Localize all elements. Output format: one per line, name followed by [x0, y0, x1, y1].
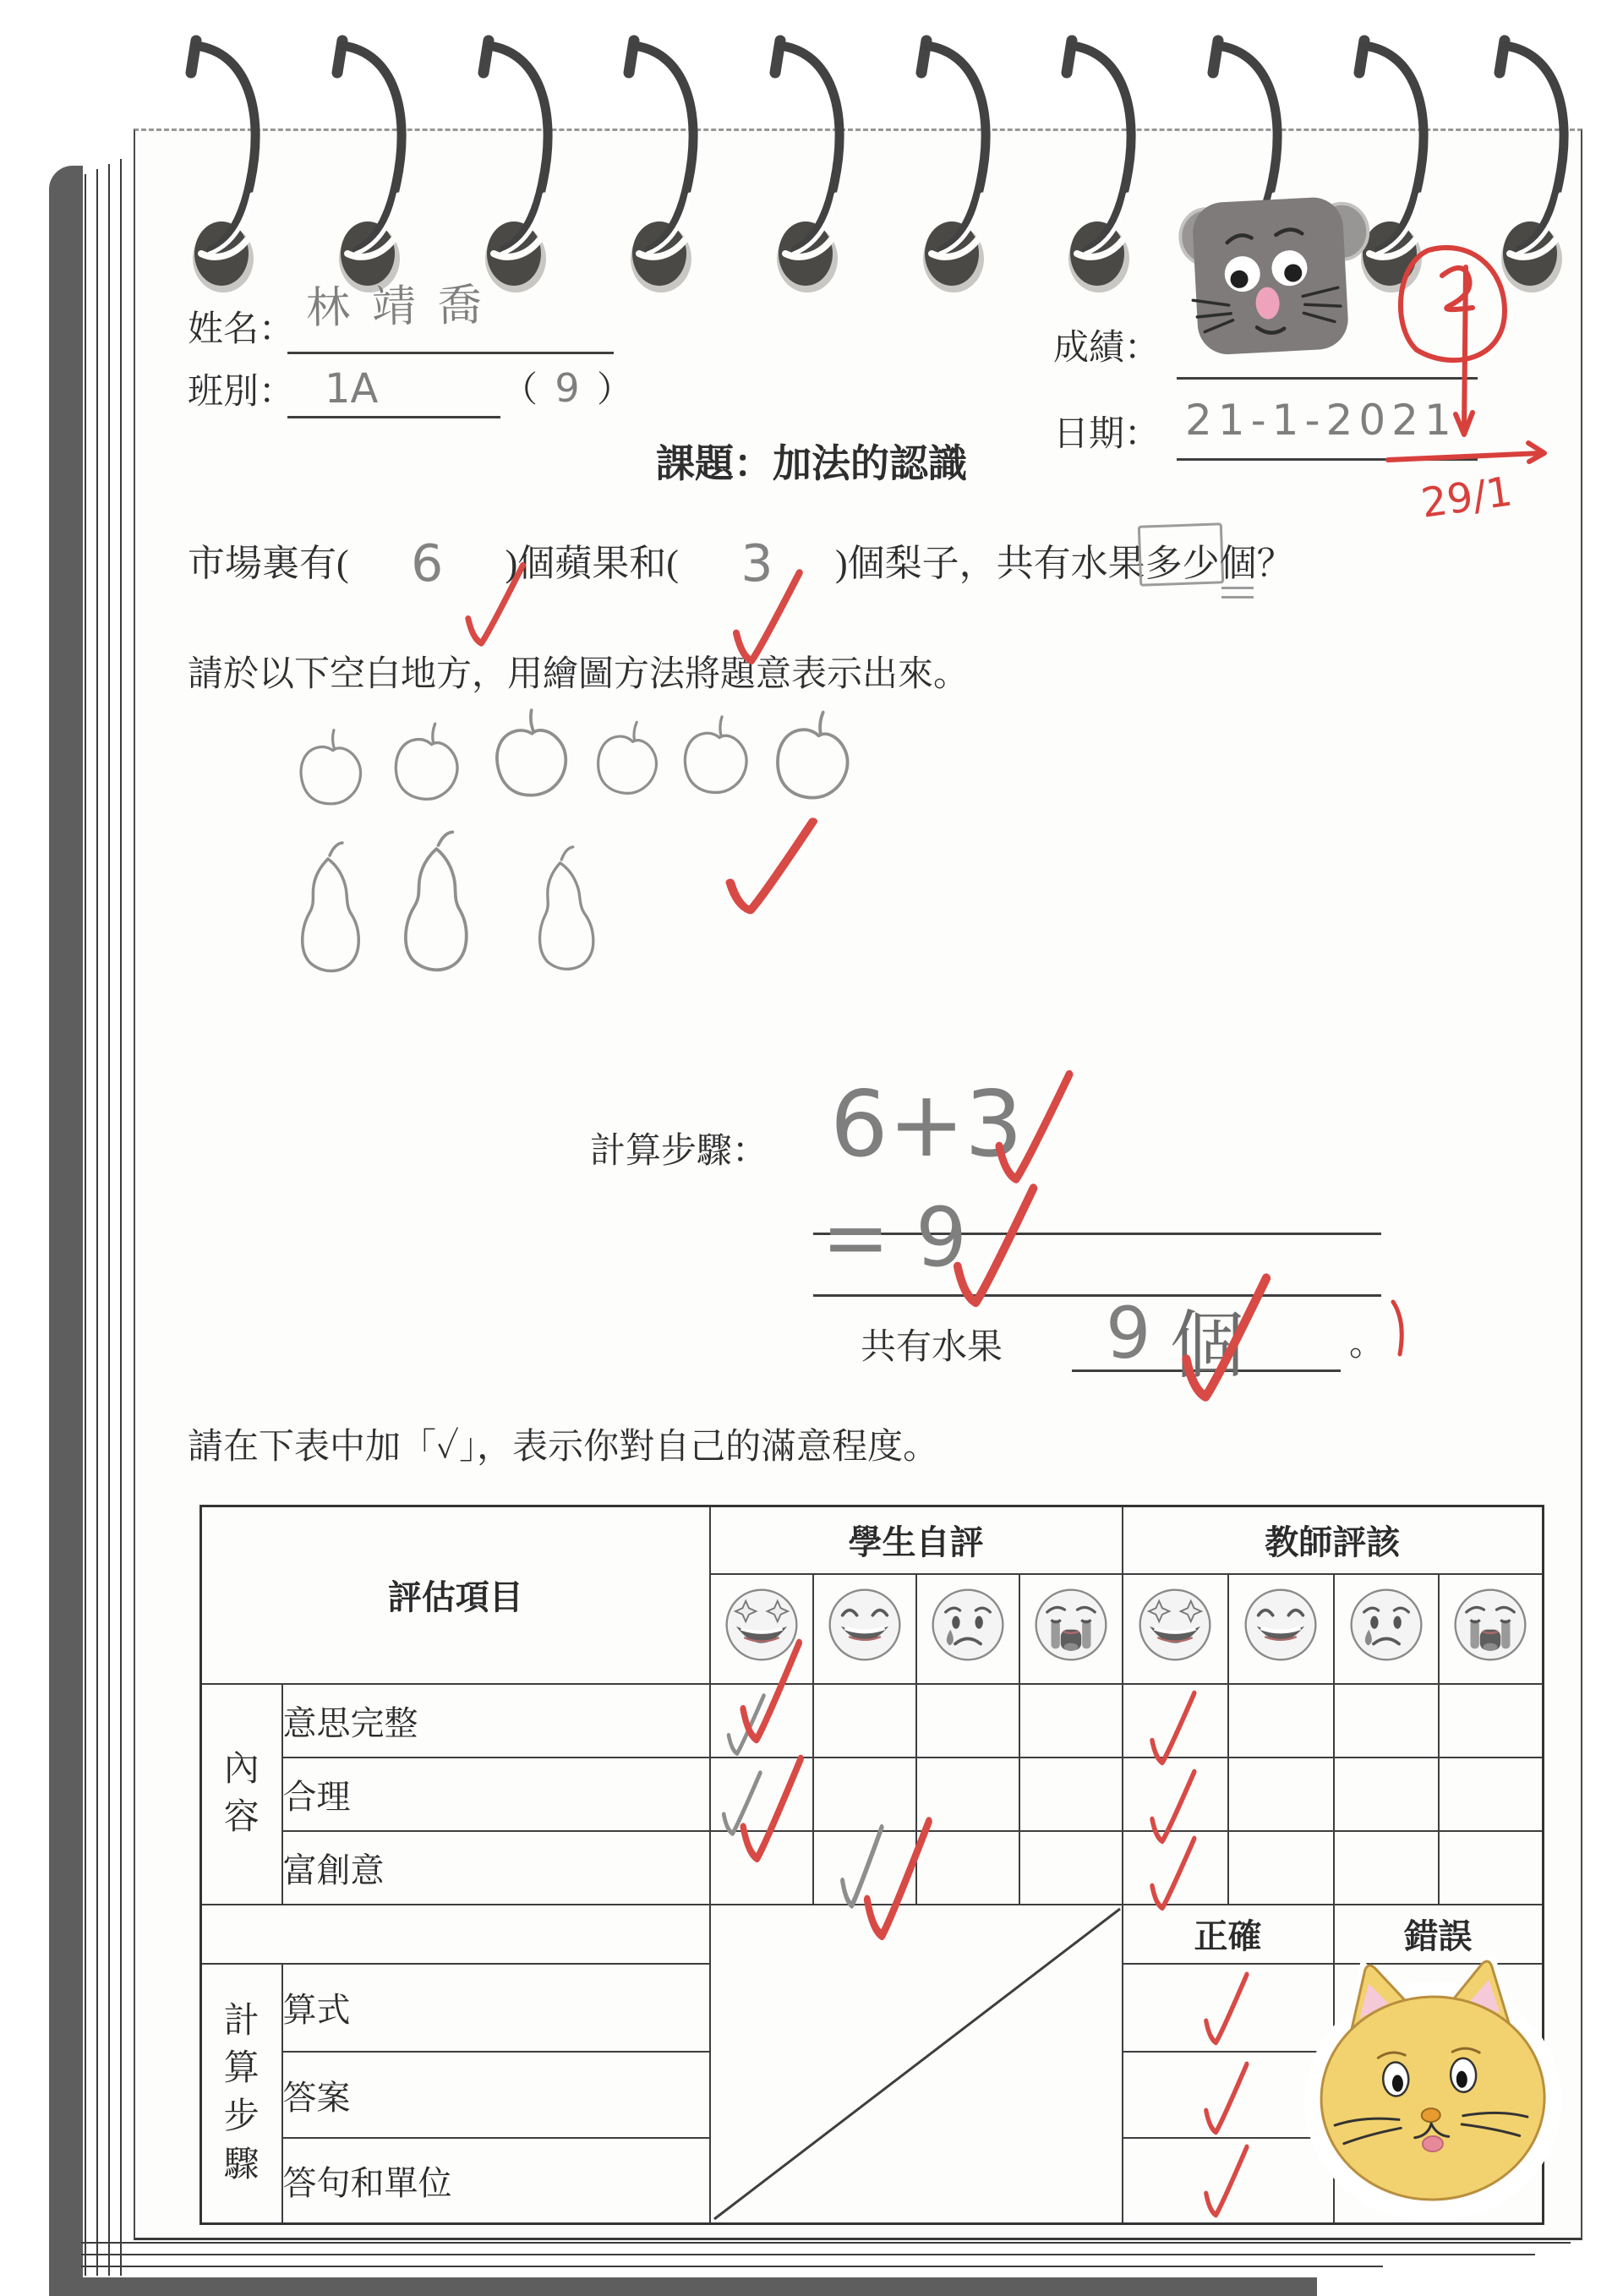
- teacher-check: [1201, 2059, 1250, 2139]
- rating-header-cell: [1123, 1574, 1228, 1684]
- page-stack-edge: [85, 174, 86, 2276]
- not-applicable-cell: [710, 1905, 1123, 2224]
- rating-cell: [710, 1684, 813, 1758]
- rating-cell: [1123, 1758, 1228, 1831]
- page-shadow-bottom: [49, 2277, 1317, 2296]
- grinning-face-icon: [1241, 1585, 1320, 1665]
- class-label: 班別：: [188, 373, 295, 412]
- teacher-eval-header: 教師評該: [1123, 1506, 1544, 1574]
- name-value: 林靖喬: [305, 279, 505, 335]
- pear-drawing: [535, 846, 595, 970]
- apple-drawing: [685, 717, 746, 793]
- question-line: [188, 533, 1294, 593]
- answer-digit: 9: [1106, 1292, 1151, 1375]
- worksheet-title: 課題：加法的認識: [656, 442, 967, 485]
- pears-answer: 3: [740, 534, 773, 593]
- pear-drawing: [405, 830, 471, 970]
- rating-cell: [1334, 1684, 1439, 1758]
- diagonal-strike: [711, 1905, 1123, 2222]
- criteria-row-label: 合理: [282, 1758, 710, 1831]
- satisfaction-instruction: 請在下表中加「✓」，表示你對自己的滿意程度。: [188, 1428, 939, 1467]
- rating-header-cell: [1019, 1574, 1123, 1684]
- calc-category-cell: [201, 1964, 282, 2224]
- crying-face-icon: [928, 1585, 1008, 1665]
- rating-cell: [1123, 1831, 1228, 1905]
- page-stack-edge: [81, 2254, 1535, 2255]
- teacher-check: [1201, 1970, 1250, 2049]
- calc-category-label: 計算步驟: [223, 2001, 260, 2184]
- criteria-header: 評估項目: [201, 1506, 710, 1684]
- apple-drawing: [298, 729, 363, 806]
- teacher-check: [991, 1067, 1075, 1189]
- answer-unit: 個: [1170, 1302, 1245, 1389]
- empty-cell: [201, 1905, 710, 1964]
- pear-drawing: [303, 843, 359, 971]
- name-label: 姓名：: [188, 310, 295, 349]
- answer-period: 。: [1349, 1325, 1385, 1364]
- wrong-header: 錯誤: [1334, 1905, 1544, 1964]
- criteria-row-label: 富創意: [282, 1831, 710, 1905]
- teacher-check: [1201, 2142, 1250, 2222]
- rating-cell: [1439, 1758, 1544, 1831]
- score-label: 成績：: [1053, 329, 1161, 368]
- crying-face-icon: [1347, 1585, 1426, 1665]
- rating-header-cell: [813, 1574, 916, 1684]
- rating-header-cell: [1439, 1574, 1544, 1684]
- rating-cell: [1019, 1758, 1123, 1831]
- grinning-face-icon: [825, 1585, 904, 1665]
- question-text: 市場裏有(: [188, 543, 349, 584]
- calc-line-2: [813, 1294, 1381, 1297]
- teacher-check: [948, 1180, 1040, 1314]
- class-value: 1A: [325, 365, 379, 413]
- class-paren-open: （: [502, 371, 538, 410]
- grade-date: 29/1: [1418, 467, 1516, 528]
- teacher-grade-mark: [1376, 213, 1604, 551]
- apple-drawing: [394, 722, 459, 801]
- teacher-check: [729, 566, 805, 670]
- name-line: [287, 352, 614, 354]
- pencil-box-highlight: [1145, 533, 1220, 587]
- teacher-check: [860, 1813, 934, 1947]
- date-value: 21-1-2021: [1185, 396, 1457, 445]
- rating-cell: [1439, 1684, 1544, 1758]
- rating-cell: [1019, 1831, 1123, 1905]
- rating-cell: [1123, 1684, 1228, 1758]
- rating-header-cell: [1334, 1574, 1439, 1684]
- apple-drawing: [596, 719, 660, 796]
- teacher-check: [730, 822, 813, 910]
- rating-header-cell: [1228, 1574, 1334, 1684]
- double-underlined-word: [1220, 533, 1257, 587]
- loudly-crying-face-icon: [1031, 1585, 1111, 1665]
- content-category-cell: [201, 1684, 282, 1905]
- loudly-crying-face-icon: [1451, 1585, 1530, 1665]
- rating-cell: [1334, 1758, 1439, 1831]
- teacher-check: [736, 1752, 806, 1868]
- rating-cell: [813, 1831, 916, 1905]
- correct-header: 正確: [1123, 1905, 1334, 1964]
- drawing-area: [279, 708, 904, 996]
- calc-step1: 6+3: [830, 1072, 1023, 1178]
- class-line: [287, 416, 500, 418]
- mouse-sticker: [1175, 184, 1382, 379]
- criteria-row-label: 算式: [282, 1964, 710, 2053]
- teacher-check: [1147, 1688, 1198, 1769]
- highlighted-word: 多少: [1145, 543, 1220, 584]
- rating-cell: [710, 1758, 813, 1831]
- rating-cell: [813, 1684, 916, 1758]
- class-number-group: [502, 362, 632, 413]
- date-label: 日期：: [1053, 415, 1161, 454]
- criteria-row-label: 意思完整: [282, 1684, 710, 1758]
- teacher-check: [1147, 1834, 1198, 1915]
- apples-answer: 6: [411, 534, 444, 593]
- student-self-eval-header: 學生自評: [710, 1506, 1123, 1574]
- class-number-value: 9: [555, 365, 580, 411]
- criteria-row-label: 答句和單位: [282, 2138, 710, 2223]
- rating-cell: [1334, 1831, 1439, 1905]
- unit-word: 個: [1219, 543, 1257, 584]
- rating-cell: [1019, 1684, 1123, 1758]
- content-category-label: 內容: [223, 1750, 260, 1837]
- teacher-check: [462, 560, 527, 651]
- calc-label: 計算步驟：: [590, 1132, 768, 1171]
- teacher-check: [736, 1636, 804, 1749]
- question-text: )個蘋果和(: [505, 543, 679, 584]
- calc-step2: = 9: [822, 1190, 968, 1285]
- rating-cell: [916, 1684, 1019, 1758]
- answer-prefix: 共有水果: [861, 1328, 1003, 1367]
- red-stray-mark: [1388, 1298, 1413, 1359]
- rating-cell: [1439, 1831, 1544, 1905]
- drawing-instruction: 請於以下空白地方，用繪圖方法將題意表示出來。: [188, 655, 970, 694]
- class-paren-close: ）: [597, 371, 633, 410]
- apple-drawing: [775, 709, 850, 800]
- cat-sticker: [1268, 1944, 1598, 2249]
- star-struck-face-icon: [1135, 1585, 1215, 1665]
- question-text: )個梨子，共有水果: [834, 543, 1145, 584]
- criteria-row-label: 答案: [282, 2052, 710, 2138]
- rating-cell: [1228, 1831, 1334, 1905]
- teacher-check: [1177, 1270, 1273, 1408]
- page-stack-edge: [81, 2266, 1383, 2267]
- apple-drawing: [490, 707, 570, 800]
- rating-cell: [1228, 1758, 1334, 1831]
- rating-cell: [1228, 1684, 1334, 1758]
- question-text: ？: [1256, 543, 1294, 584]
- rating-header-cell: [916, 1574, 1019, 1684]
